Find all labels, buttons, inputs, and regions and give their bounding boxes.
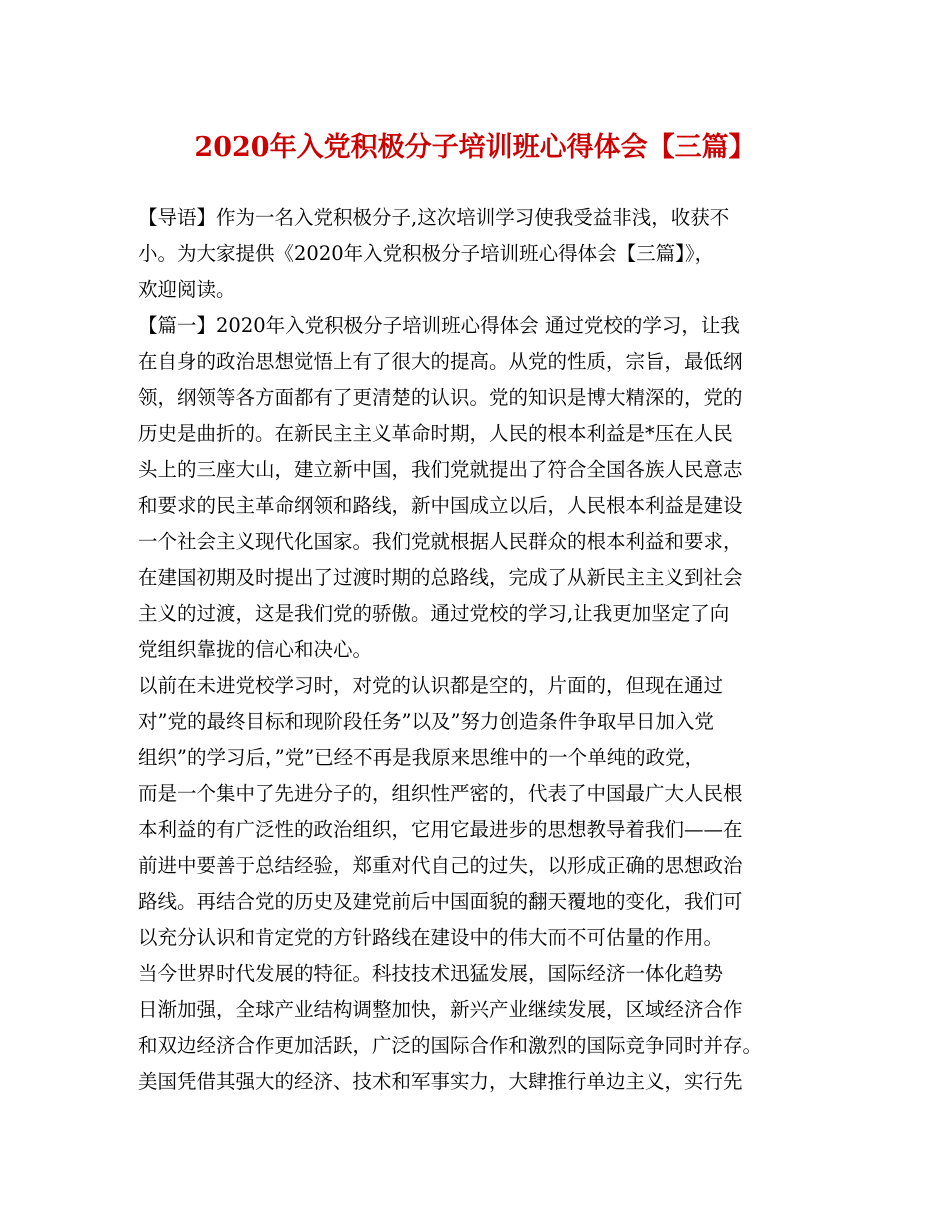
text-line: 以充分认识和肯定党的方针路线在建设中的伟大而不可估量的作用。: [138, 926, 724, 949]
document-body: [138, 200, 838, 1100]
text-line: 小。为大家提供《2020年入党积极分子培训班心得体会【三篇】》，: [138, 242, 715, 265]
text-line: 头上的三座大山，建立新中国，我们党就提出了符合全国各族人民意志: [138, 458, 743, 481]
text-line: 美国凭借其强大的经济、技术和军事实力，大肆推行单边主义，实行先: [138, 1070, 743, 1093]
text-line: 日渐加强，全球产业结构调整加快，新兴产业继续发展，区域经济合作: [138, 998, 743, 1021]
text-line: 领，纲领等各方面都有了更清楚的认识。党的知识是博大精深的，党的: [138, 386, 743, 409]
text-line: 【导语】作为一名入党积极分子,这次培训学习使我受益非浅，收获不: [138, 206, 730, 229]
text-line: 路线。再结合党的历史及建党前后中国面貌的翻天覆地的变化，我们可: [138, 890, 743, 913]
text-line: 前进中要善于总结经验，郑重对代自己的过失，以形成正确的思想政治: [138, 854, 743, 877]
text-line: 欢迎阅读。: [138, 278, 236, 301]
text-line: 在自身的政治思想觉悟上有了很大的提高。从党的性质，宗旨，最低纲: [138, 350, 743, 373]
text-line: 对”党的最终目标和现阶段任务”以及”努力创造条件争取早日加入党: [138, 710, 714, 733]
text-line: 本利益的有广泛性的政治组织，它用它最进步的思想教导着我们——在: [138, 818, 743, 841]
text-line: 历史是曲折的。在新民主主义革命时期，人民的根本利益是*压在人民: [138, 422, 733, 445]
text-line: 当今世界时代发展的特征。科技技术迅猛发展，国际经济一体化趋势: [138, 962, 724, 985]
text-line: 一个社会主义现代化国家。我们党就根据人民群众的根本利益和要求，: [138, 530, 743, 553]
text-line: 在建国初期及时提出了过渡时期的总路线，完成了从新民主主义到社会: [138, 566, 743, 589]
text-line: 主义的过渡，这是我们党的骄傲。通过党校的学习,让我更加坚定了向: [138, 602, 730, 625]
text-line: 以前在未进党校学习时，对党的认识都是空的，片面的，但现在通过: [138, 674, 724, 697]
text-line: 党组织靠拢的信心和决心。: [138, 638, 373, 661]
text-line: 和要求的民主革命纲领和路线，新中国成立以后，人民根本利益是建设: [138, 494, 743, 517]
text-line: 组织”的学习后，”党”已经不再是我原来思维中的一个单纯的政党，: [138, 746, 705, 769]
text-line: 而是一个集中了先进分子的，组织性严密的，代表了中国最广大人民根: [138, 782, 743, 805]
text-line: 【篇一】2020年入党积极分子培训班心得体会 通过党校的学习，让我: [138, 314, 740, 337]
page-title: 2020年入党积极分子培训班心得体会【三篇】: [194, 132, 756, 163]
text-line: 和双边经济合作更加活跃，广泛的国际合作和激烈的国际竞争同时并存。: [138, 1034, 763, 1057]
